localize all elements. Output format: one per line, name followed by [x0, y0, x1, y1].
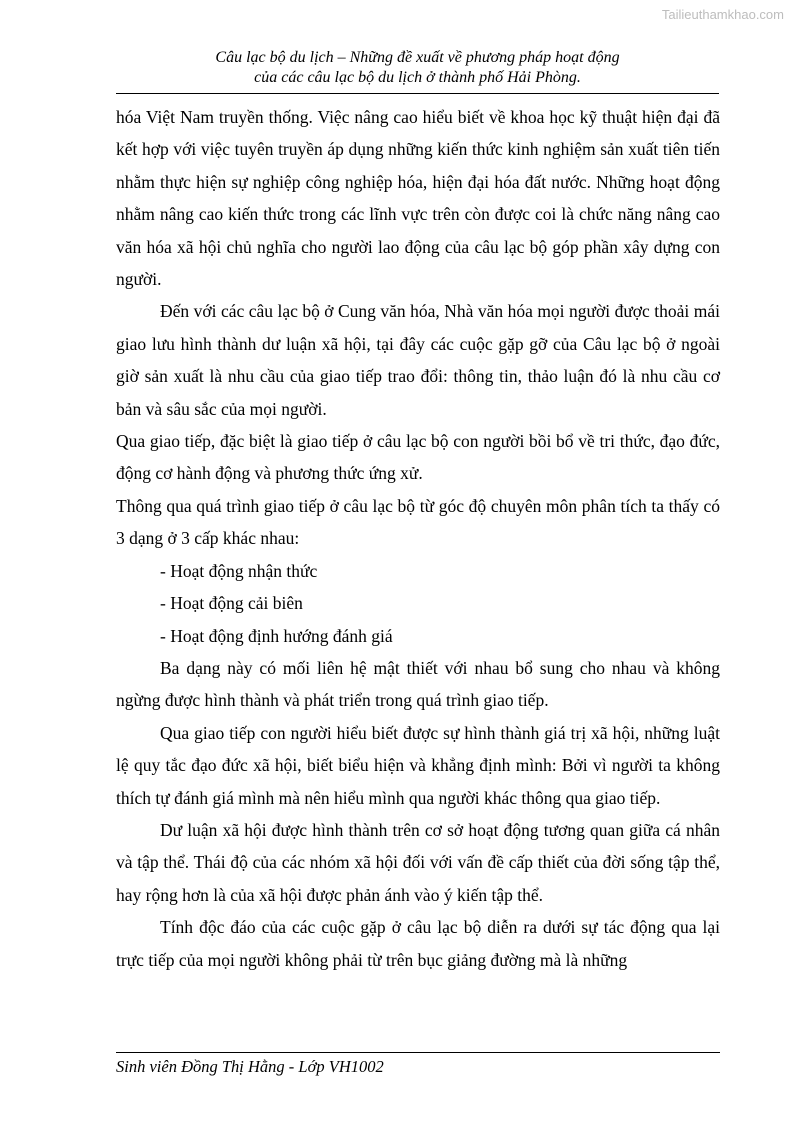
- paragraph: Dư luận xã hội được hình thành trên cơ sở hoạt động tương quan giữa cá nhân và tập thể. Thái độ của các nhóm xã hội đối với vấn đề cấp thiết của đời sống tập thể, hay rộng hơn là của xã hội được phản ánh vào ý kiến tập thể.: [116, 819, 720, 905]
- header-divider: [116, 93, 719, 94]
- list-item: - Hoạt động định hướng đánh giá: [160, 625, 393, 646]
- watermark: Tailieuthamkhao.com: [661, 7, 784, 22]
- paragraph: Đến với các câu lạc bộ ở Cung văn hóa, Nhà văn hóa mọi người được thoải mái giao lưu hình thành dư luận xã hội, tại đây các cuộc gặp gỡ của Câu lạc bộ ở ngoài giờ sản xuất là nhu cầu của giao tiếp trao đổi: thông tin, thảo luận đó là nhu cầu cơ bản và sâu sắc của mọi người.: [116, 301, 720, 419]
- page-footer: Sinh viên Đồng Thị Hằng - Lớp VH1002: [116, 1057, 384, 1076]
- paragraph: Tính độc đáo của các cuộc gặp ở câu lạc bộ diễn ra dưới sự tác động qua lại trực tiếp của mọi người không phải từ trên bục giảng đường mà là những: [116, 917, 720, 970]
- paragraph: Qua giao tiếp, đặc biệt là giao tiếp ở câu lạc bộ con người bồi bổ về tri thức, đạo đức, động cơ hành động và phương thức ứng xử.: [116, 431, 720, 484]
- header-line-2: của các câu lạc bộ du lịch ở thành phố Hải Phòng.: [254, 69, 581, 86]
- header-line-1: Câu lạc bộ du lịch – Những đề xuất về phương pháp hoạt động: [215, 49, 620, 66]
- page-header: [116, 48, 719, 88]
- list-item: - Hoạt động cải biên: [160, 593, 303, 614]
- footer-divider: [116, 1052, 720, 1053]
- document-body: [116, 101, 720, 976]
- list-item: - Hoạt động nhận thức: [160, 560, 318, 581]
- paragraph: hóa Việt Nam truyền thống. Việc nâng cao hiểu biết về khoa học kỹ thuật hiện đại đã kết hợp với việc tuyên truyền áp dụng những kiến thức kinh nghiệm sản xuất tiên tiến nhằm thực hiện sự nghiệp công nghiệp hóa, hiện đại hóa đất nước. Những hoạt động nhằm nâng cao kiến thức trong các lĩnh vực trên còn được coi là chức năng nâng cao văn hóa xã hội chủ nghĩa cho người lao động của câu lạc bộ góp phần xây dựng con người.: [116, 107, 720, 290]
- paragraph: Thông qua quá trình giao tiếp ở câu lạc bộ từ góc độ chuyên môn phân tích ta thấy có 3 dạng ở 3 cấp khác nhau:: [116, 495, 720, 549]
- paragraph: Qua giao tiếp con người hiểu biết được sự hình thành giá trị xã hội, những luật lệ quy tắc đạo đức xã hội, biết biểu hiện và khẳng định mình: Bởi vì người ta không thích tự đánh giá mình mà nên hiểu mình qua người khác thông qua giao tiếp.: [116, 722, 720, 808]
- paragraph: Ba dạng này có mối liên hệ mật thiết với nhau bổ sung cho nhau và không ngừng được hình thành và phát triển trong quá trình giao tiếp.: [116, 657, 720, 711]
